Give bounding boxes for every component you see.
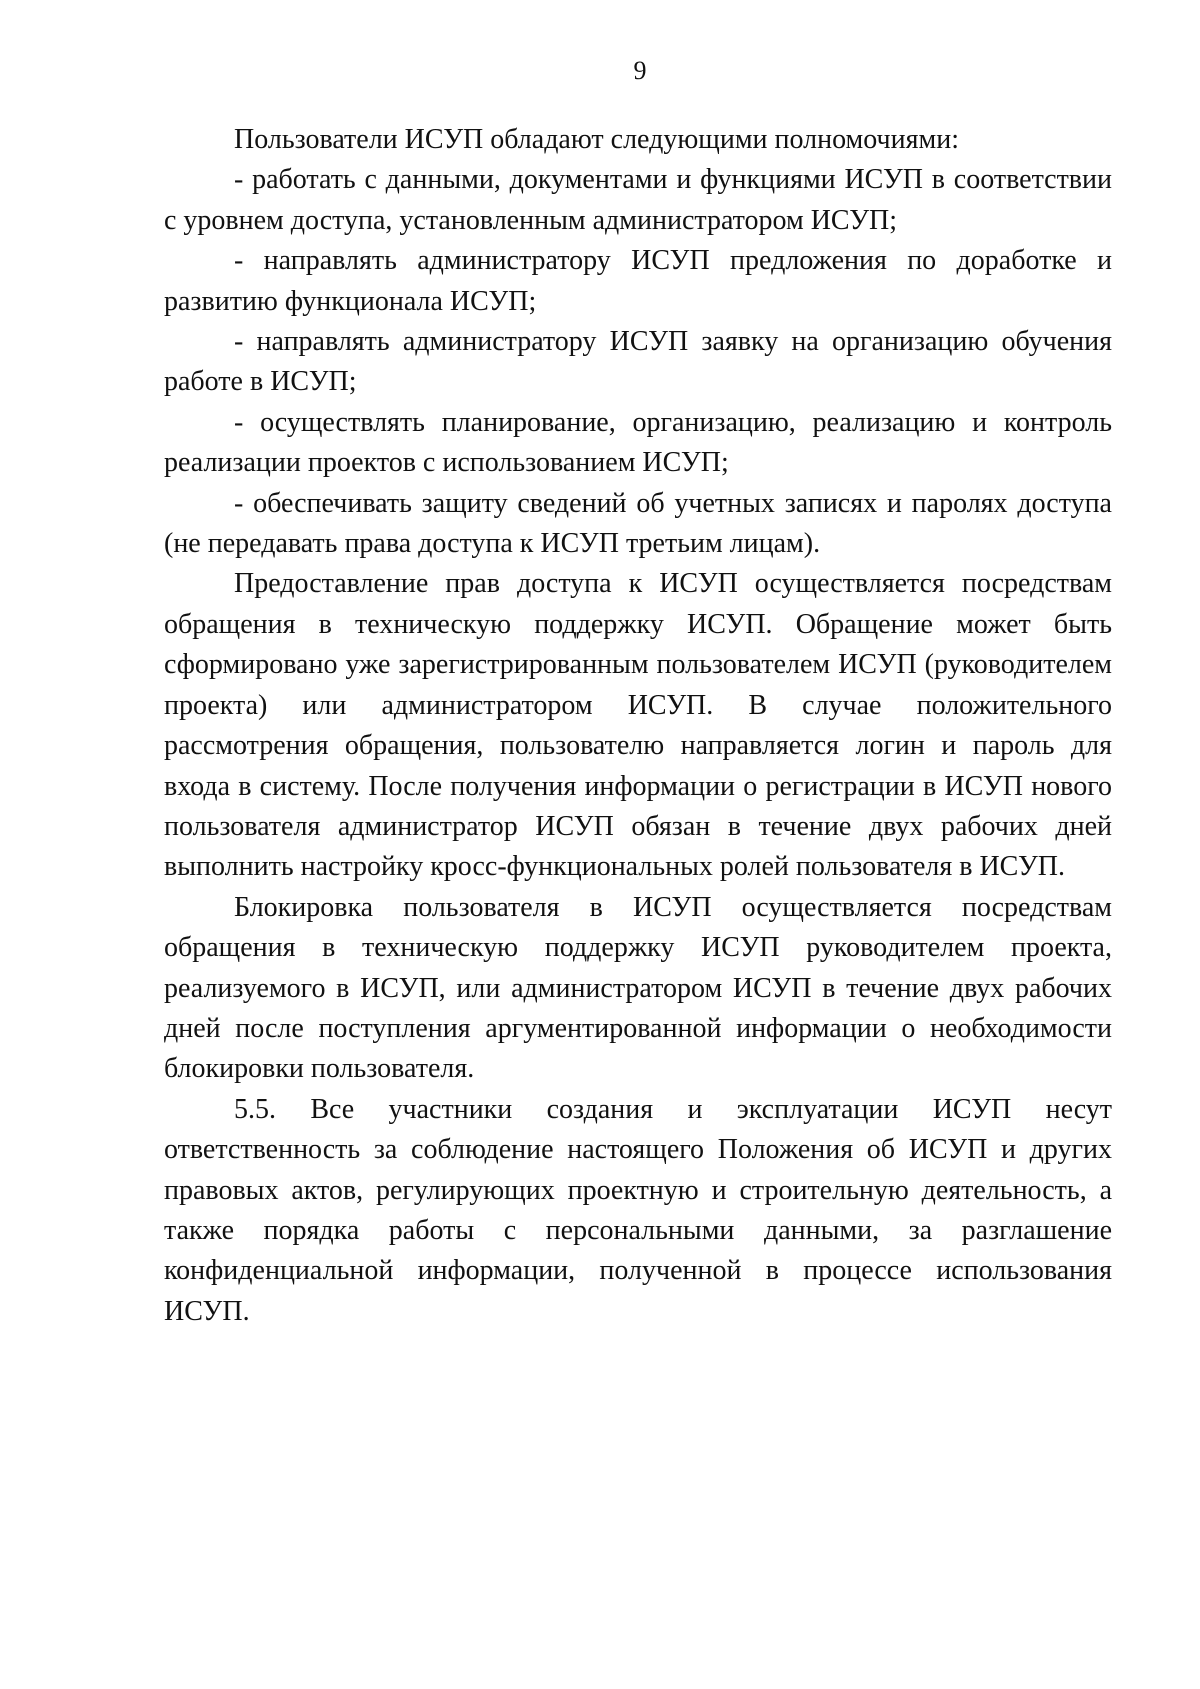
paragraph-access-granting: Предоставление прав доступа к ИСУП осуществляется посредствам обращения в техническую поддержку ИСУП. Обращение может быть сформировано уже зарегистрированным пользователем ИСУП (руководителем проекта) или администратором ИСУП. В случае положительного рассмотрения обращения, пользователю направляется логин и пароль для входа в систему. После получения информации о регистрации в ИСУП нового пользователя администратор ИСУП обязан в течение двух рабочих дней выполнить настройку кросс-функциональных ролей пользователя в ИСУП. — [164, 568, 1112, 883]
paragraph-user-powers-intro: Пользователи ИСУП обладают следующими полномочиями: — [234, 124, 959, 155]
paragraph-power-project-control: - осуществлять планирование, организацию, реализацию и контроль реализации проектов с использованием ИСУП; — [164, 406, 1112, 479]
paragraph-power-send-proposals: - направлять администратору ИСУП предложения по доработке и развитию функционала ИСУП; — [164, 245, 1112, 317]
paragraph-power-protect-credentials: - обеспечивать защиту сведений об учетных записях и паролях доступа (не передавать права доступа к ИСУП третьим лицам). — [164, 487, 1112, 560]
document-body — [164, 120, 1112, 1332]
paragraph-power-request-training: - направлять администратору ИСУП заявку на организацию обучения работе в ИСУП; — [164, 326, 1112, 398]
paragraph-power-work-with-data: - работать с данными, документами и функциями ИСУП в соответствии с уровнем доступа, установленным администратором ИСУП; — [164, 164, 1112, 236]
paragraph-user-blocking: Блокировка пользователя в ИСУП осуществляется посредствам обращения в техническую поддержку ИСУП руководителем проекта, реализуемого в ИСУП, или администратором ИСУП в течение двух рабочих дней после поступления аргументированной информации о необходимости блокировки пользователя. — [164, 891, 1112, 1085]
page-number: 9 — [633, 56, 647, 85]
paragraph-section-5-5: 5.5. Все участники создания и эксплуатации ИСУП несут ответственность за соблюдение настоящего Положения об ИСУП и других правовых актов, регулирующих проектную и строительную деятельность, а также порядка работы с персональными данными, за разглашение конфиденциальной информации, полученной в процессе использования ИСУП. — [164, 1093, 1112, 1327]
